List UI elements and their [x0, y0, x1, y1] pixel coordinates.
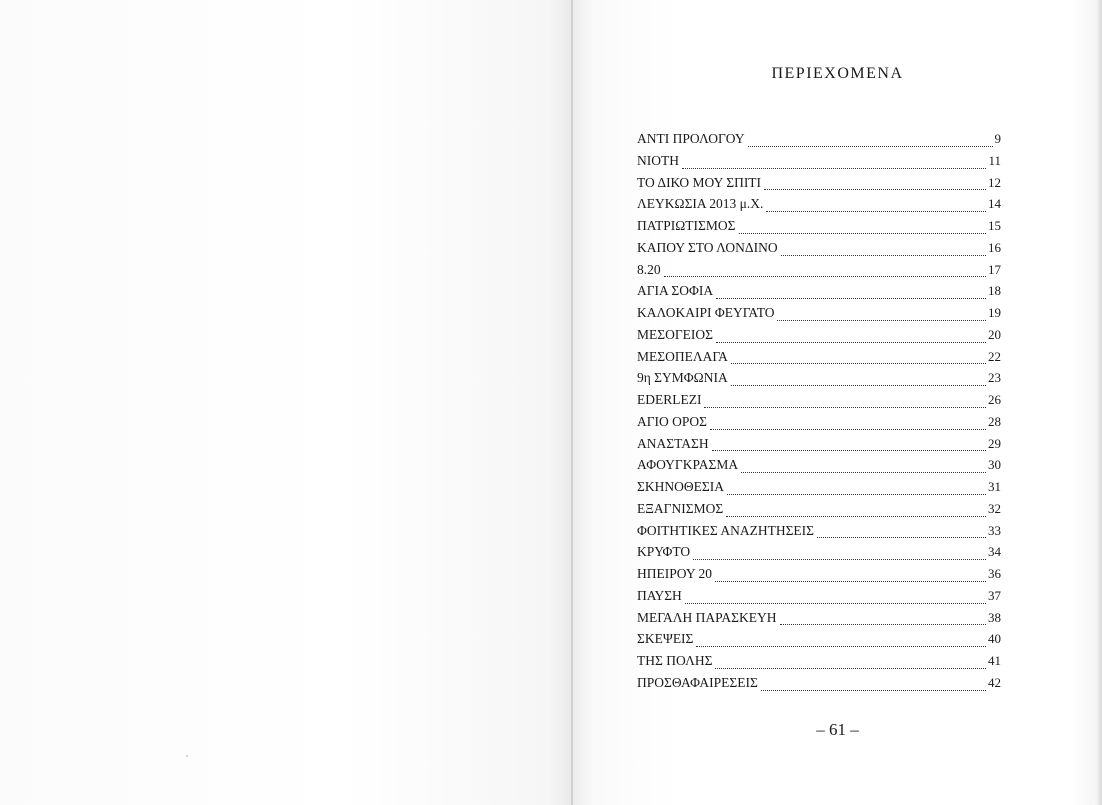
- toc-entry-page: 37: [988, 587, 1001, 603]
- toc-entry: [637, 631, 1001, 653]
- toc-entry-page: 22: [988, 348, 1001, 364]
- toc-entry: [637, 501, 1001, 523]
- toc-entry-page: 26: [988, 392, 1001, 407]
- toc-entry: [637, 457, 1001, 479]
- toc-entry-page: 20: [988, 326, 1001, 342]
- toc-dot-leader: [780, 624, 986, 625]
- toc-entry-title: ΜΕΣΟΓΕΙΟΣ: [637, 326, 714, 342]
- toc-dot-leader: [664, 276, 986, 277]
- toc-entry-title: 8.20: [637, 261, 661, 277]
- toc-entry: [637, 175, 1001, 197]
- toc-entry-title: ΤΟ ΔΙΚΟ ΜΟΥ ΣΠΙΤΙ: [637, 174, 762, 190]
- toc-entry: [637, 370, 1001, 392]
- toc-entry-title: ΑΝΑΣΤΑΣΗ: [637, 435, 709, 451]
- toc-title: ΠΕΡΙΕΧΟΜΕΝΑ: [771, 65, 904, 82]
- toc-entry-title: ΣΚΗΝΟΘΕΣΙΑ: [637, 479, 724, 494]
- toc-entry: [637, 523, 1001, 545]
- toc-dot-leader: [766, 211, 986, 212]
- toc-entry-title: ΕΞΑΓΝΙΣΜΟΣ: [637, 500, 724, 516]
- toc-entry-title: ΦΟΙΤΗΤΙΚΕΣ ΑΝΑΖΗΤΗΣΕΙΣ: [637, 522, 815, 538]
- toc-dot-leader: [739, 233, 986, 234]
- toc-entry: [637, 283, 1001, 305]
- toc-dot-leader: [716, 298, 986, 299]
- toc-entry: [637, 327, 1001, 349]
- right-page: [573, 0, 1102, 805]
- toc-entry: [637, 305, 1001, 327]
- toc-entry-title: ΑΓΙΟ ΟΡΟΣ: [637, 413, 708, 429]
- toc-entry-title: ΑΓΙΑ ΣΟΦΙΑ: [637, 283, 714, 299]
- page-number: – 61 –: [816, 720, 859, 739]
- toc-dot-leader: [716, 342, 986, 343]
- toc-entry-title: ΣΚΕΨΕΙΣ: [637, 631, 694, 647]
- toc-entry: [637, 349, 1001, 371]
- toc-entry-title: ΑΝΤΙ ΠΡΟΛΟΓΟΥ: [637, 131, 745, 146]
- toc-entry-title: 9η ΣΥΜΦΩΝΙΑ: [637, 370, 728, 386]
- toc-dot-leader: [715, 668, 986, 669]
- toc-entry: [637, 610, 1001, 632]
- toc-entry: [637, 262, 1001, 284]
- toc-entry: [637, 196, 1001, 218]
- toc-entry-page: 41: [988, 653, 1001, 668]
- toc-entry-title: ΠΡΟΣΘΑΦΑΙΡΕΣΕΙΣ: [637, 674, 758, 690]
- toc-dot-leader: [741, 472, 986, 473]
- table-of-contents: [637, 131, 1001, 697]
- paper-speck: [186, 755, 188, 757]
- toc-entry-title: ΚΡΥΦΤΟ: [637, 544, 691, 560]
- toc-entry-page: 28: [988, 413, 1001, 429]
- toc-entry-title: ΑΦΟΥΓΚΡΑΣΜΑ: [637, 457, 739, 473]
- toc-dot-leader: [748, 146, 993, 147]
- toc-dot-leader: [712, 450, 986, 451]
- toc-entry-page: 32: [988, 500, 1001, 516]
- toc-entry-page: 40: [988, 631, 1001, 647]
- toc-dot-leader: [693, 559, 986, 560]
- toc-entry-page: 17: [988, 261, 1001, 277]
- toc-entry-page: 36: [988, 566, 1001, 581]
- toc-entry-page: 31: [988, 479, 1001, 494]
- toc-dot-leader: [731, 385, 986, 386]
- toc-entry: [637, 588, 1001, 610]
- toc-entry-title: ΝΙΟΤΗ: [637, 152, 679, 168]
- toc-dot-leader: [685, 603, 986, 604]
- toc-entry-page: 16: [988, 239, 1001, 255]
- toc-dot-leader: [761, 690, 986, 691]
- toc-entry-title: ΠΑΥΣΗ: [637, 587, 682, 603]
- toc-entry-title: ΜΕΣΟΠΕΛΑΓΑ: [637, 348, 728, 364]
- toc-entry-title: ΜΕΓΑΛΗ ΠΑΡΑΣΚΕΥΗ: [637, 609, 777, 625]
- toc-entry-title: EDERLEZI: [637, 392, 702, 407]
- page-edge-shadow: [1097, 0, 1102, 805]
- toc-entry: [637, 544, 1001, 566]
- toc-entry-page: 30: [988, 457, 1001, 473]
- toc-entry: [637, 131, 1001, 153]
- toc-entry-page: 15: [988, 218, 1001, 233]
- toc-dot-leader: [764, 189, 986, 190]
- toc-entry-title: ΚΑΛΟΚΑΙΡΙ ΦΕΥΓΑΤΟ: [637, 305, 775, 320]
- toc-entry: [637, 414, 1001, 436]
- toc-dot-leader: [727, 494, 986, 495]
- toc-entry-title: ΗΠΕΙΡΟΥ 20: [637, 566, 712, 581]
- toc-dot-leader: [704, 407, 986, 408]
- toc-entry-page: 38: [988, 609, 1001, 625]
- toc-entry: [637, 436, 1001, 458]
- toc-entry: [637, 392, 1001, 414]
- toc-entry: [637, 479, 1001, 501]
- toc-entry-page: 34: [988, 544, 1001, 560]
- toc-entry-title: ΛΕΥΚΩΣΙΑ 2013 μ.Χ.: [637, 196, 764, 212]
- toc-entry-page: 23: [988, 370, 1001, 386]
- toc-entry-page: 19: [988, 305, 1001, 320]
- toc-dot-leader: [731, 363, 986, 364]
- toc-entry-page: 11: [988, 152, 1001, 168]
- toc-dot-leader: [715, 581, 986, 582]
- toc-entry-page: 42: [988, 674, 1001, 690]
- toc-dot-leader: [777, 320, 986, 321]
- toc-entry: [637, 653, 1001, 675]
- toc-entry: [637, 675, 1001, 697]
- toc-dot-leader: [817, 537, 986, 538]
- toc-dot-leader: [726, 516, 986, 517]
- toc-entry: [637, 218, 1001, 240]
- toc-entry-page: 33: [988, 522, 1001, 538]
- toc-entry: [637, 240, 1001, 262]
- toc-entry-page: 29: [988, 435, 1001, 451]
- toc-entry-title: ΤΗΣ ΠΟΛΗΣ: [637, 653, 713, 668]
- toc-dot-leader: [682, 168, 986, 169]
- toc-dot-leader: [696, 646, 986, 647]
- toc-entry: [637, 153, 1001, 175]
- toc-entry-page: 18: [988, 283, 1001, 299]
- toc-dot-leader: [781, 255, 986, 256]
- toc-entry-page: 9: [994, 131, 1001, 146]
- toc-entry-page: 14: [988, 196, 1001, 212]
- toc-entry-page: 12: [988, 174, 1001, 190]
- toc-entry-title: ΚΑΠΟΥ ΣΤΟ ΛΟΝΔΙΝΟ: [637, 239, 778, 255]
- toc-entry: [637, 566, 1001, 588]
- toc-entry-title: ΠΑΤΡΙΩΤΙΣΜΟΣ: [637, 218, 736, 233]
- toc-dot-leader: [710, 429, 986, 430]
